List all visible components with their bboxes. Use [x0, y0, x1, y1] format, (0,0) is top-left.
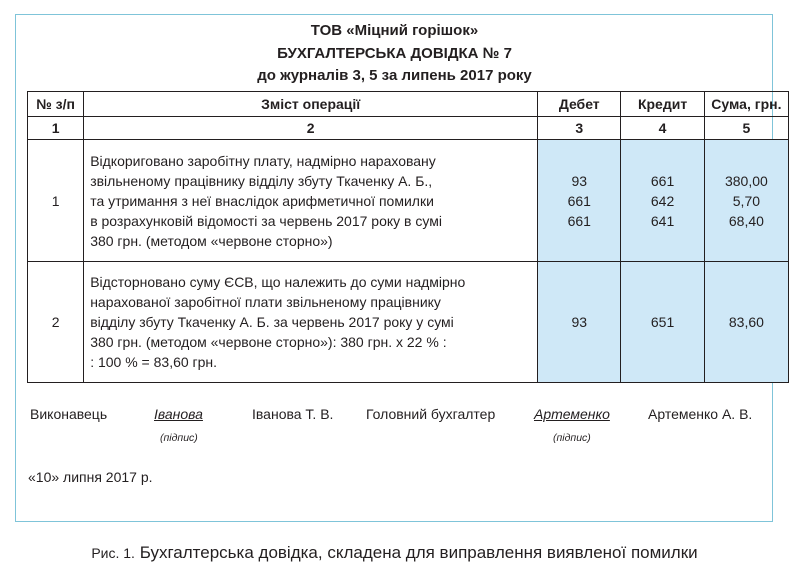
accountant-signature-hint: (підпис): [553, 432, 591, 444]
document-date: «10» липня 2017 р.: [28, 469, 153, 485]
col-number-5: 5: [704, 117, 788, 140]
accountant-name: Артеменко А. В.: [648, 406, 753, 422]
col-number-2: 2: [84, 117, 538, 140]
executor-signature: Іванова: [154, 406, 203, 422]
column-numbers-row: [28, 117, 789, 140]
row-number: 2: [28, 262, 84, 383]
document-subtitle: до журналів 3, 5 за липень 2017 року: [257, 67, 532, 84]
executor-name: Іванова Т. В.: [252, 406, 334, 422]
operation-description: Відсторновано суму ЄСВ, що належить до суми надмірно нарахованої заробітної плати звільненому працівнику відділу збуту Ткаченку А. Б. за червень 2017 року у сумі 380 грн. (методом «червоне сторно»): 380 грн. х 22 % : : 100 % = 83,60 грн.: [84, 262, 538, 383]
accountant-label: Головний бухгалтер: [366, 406, 496, 422]
table-row: [28, 140, 789, 262]
executor-label: Виконавець: [30, 406, 108, 422]
executor-signature-hint: (підпис): [160, 432, 198, 444]
debit-cell: 93: [538, 262, 621, 383]
company-name: ТОВ «Міцний горішок»: [310, 22, 479, 39]
header-credit: Кредит: [621, 92, 704, 117]
col-number-1: 1: [28, 117, 84, 140]
header-amount: Сума, грн.: [704, 92, 788, 117]
operation-description: Відкориговано заробітну плату, надмірно нараховану звільненому працівнику відділу збуту Ткаченку А. Б., та утримання з неї внаслідок арифметичної помилки в розрахунковій відомості за червень 2017 року в сумі 380 грн. (методом «червоне сторно»): [84, 140, 538, 262]
header-debit: Дебет: [538, 92, 621, 117]
header-operation: Зміст операції: [84, 92, 538, 117]
figure-caption: [0, 543, 789, 563]
col-number-4: 4: [621, 117, 704, 140]
table-row: [28, 262, 789, 383]
header-number: № з/п: [28, 92, 84, 117]
caption-prefix: Рис. 1.: [91, 545, 135, 561]
amount-cell: 380,00 5,70 68,40: [704, 140, 788, 262]
document-title: БУХГАЛТЕРСЬКА ДОВІДКА № 7: [277, 45, 512, 62]
credit-cell: 661 642 641: [621, 140, 704, 262]
credit-cell: 651: [621, 262, 704, 383]
col-number-3: 3: [538, 117, 621, 140]
operations-table: [27, 91, 789, 383]
row-number: 1: [28, 140, 84, 262]
amount-cell: 83,60: [704, 262, 788, 383]
accountant-signature: Артеменко: [534, 406, 610, 422]
debit-cell: 93 661 661: [538, 140, 621, 262]
caption-text: Бухгалтерська довідка, складена для виправлення виявленої помилки: [139, 543, 698, 562]
table-header-row: [28, 92, 789, 117]
